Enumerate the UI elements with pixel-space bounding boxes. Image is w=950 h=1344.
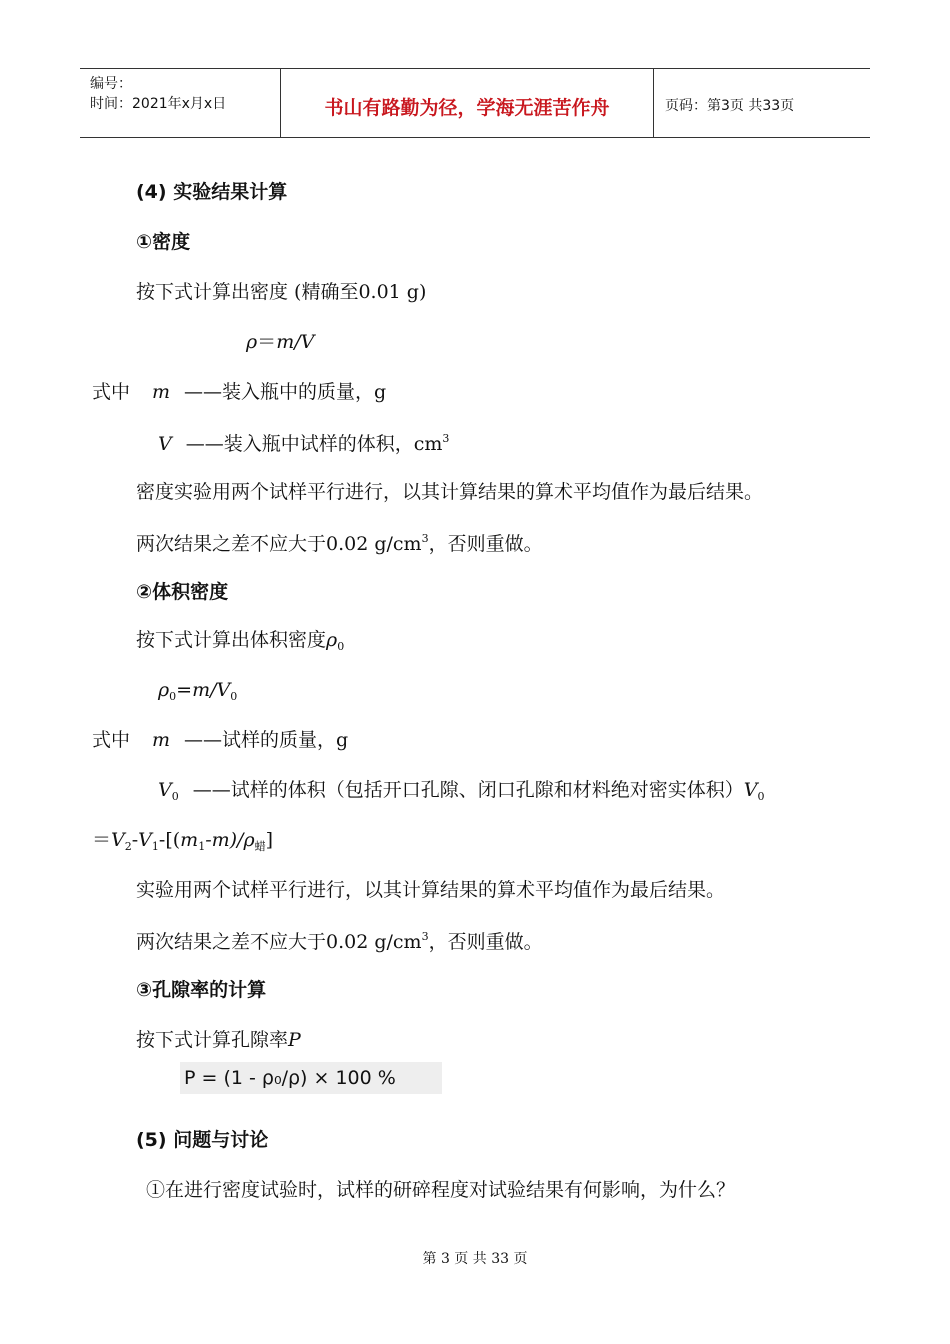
subscript: 0	[230, 690, 238, 703]
motto: 书山有路勤为径，学海无涯苦作舟	[324, 97, 610, 119]
m-symbol: m	[152, 729, 171, 751]
bulk-where-v0	[158, 781, 764, 802]
bracket-close: ]	[265, 829, 274, 851]
header-page-cell	[655, 69, 870, 137]
formula-rhs: m/V	[276, 331, 315, 353]
m-description: ——装入瓶中的质量，g	[184, 381, 387, 403]
formula-text: =m/	[176, 679, 217, 701]
density-note2	[136, 533, 543, 554]
m1-symbol: m	[180, 829, 199, 851]
bulk-density-formula	[158, 681, 237, 702]
v0-tail: V	[743, 779, 758, 801]
bracket-open: -[(	[158, 829, 181, 851]
subscript: 0	[337, 640, 345, 653]
v-description: ——装入瓶中试样的体积，cm	[185, 433, 443, 455]
doc-date: 时间：2021年x月x日	[90, 96, 227, 112]
subscript: 0	[171, 790, 179, 803]
porosity-title: ③孔隙率的计算	[136, 979, 267, 1001]
bulk-v0-formula	[92, 831, 273, 852]
page-footer: 第 3 页 共 33 页	[422, 1251, 528, 1267]
density-formula	[246, 333, 314, 352]
bulk-where-m	[92, 731, 348, 750]
p-symbol: P	[288, 1029, 301, 1051]
superscript: 3	[421, 532, 429, 545]
density-where-v	[158, 433, 449, 454]
header-meta-cell	[80, 69, 281, 137]
note2-tail: ，否则重做。	[428, 533, 543, 555]
note2-tail: ，否则重做。	[428, 931, 543, 953]
subscript: 2	[124, 840, 132, 853]
doc-number-label: 编号：	[90, 76, 132, 92]
v2-symbol: V	[111, 829, 125, 851]
rho-symbol: ρ	[158, 679, 170, 701]
bulk-density-title: ②体积密度	[136, 581, 229, 603]
intro-text: 按下式计算孔隙率	[136, 1029, 289, 1051]
bulk-note1: 实验用两个试样平行进行，以其计算结果的算术平均值作为最后结果。	[136, 879, 726, 901]
v-symbol: V	[158, 433, 172, 455]
subscript: 1	[151, 840, 159, 853]
density-note1: 密度实验用两个试样平行进行，以其计算结果的算术平均值作为最后结果。	[136, 481, 764, 503]
bulk-density-intro	[136, 631, 344, 652]
subscript: 0	[757, 790, 765, 803]
m-description: ——试样的质量，g	[184, 729, 349, 751]
equals-sign: ＝	[92, 829, 112, 851]
rho-symbol: ρ	[326, 629, 338, 651]
page-indicator: 页码：第3页 共33页	[665, 98, 795, 114]
v-symbol: V	[216, 679, 231, 701]
m-symbol: m	[152, 381, 171, 403]
rho-symbol: ρ	[246, 331, 258, 353]
header-table	[80, 68, 870, 138]
subscript: 0	[169, 690, 177, 703]
subscript: 1	[198, 840, 206, 853]
note2-text: 两次结果之差不应大于0.02 g/cm	[136, 931, 422, 953]
v0-symbol: V	[158, 779, 172, 801]
density-where-m	[92, 383, 386, 402]
v0-description: ——试样的体积（包括开口孔隙、闭口孔隙和材料绝对密实体积）	[192, 779, 744, 801]
v1-symbol: V	[138, 829, 152, 851]
section5-title: (5) 问题与讨论	[136, 1129, 269, 1151]
superscript: 3	[421, 930, 429, 943]
superscript: 3	[442, 432, 450, 445]
intro-text: 按下式计算出体积密度	[136, 629, 327, 651]
where-label: 式中	[92, 381, 131, 403]
minus-sign: -	[131, 829, 139, 851]
bulk-note2	[136, 931, 543, 952]
density-intro: 按下式计算出密度 (精确至0.01 g)	[136, 281, 427, 303]
wax-subscript: 蜡	[254, 840, 266, 853]
density-title: ①密度	[136, 231, 191, 253]
where-label: 式中	[92, 729, 131, 751]
equals-sign: ＝	[257, 331, 277, 353]
formula-mid: -m)/ρ	[205, 829, 255, 851]
question-1: ①在进行密度试验时，试样的研碎程度对试验结果有何影响，为什么？	[146, 1179, 736, 1201]
section4-title: (4) 实验结果计算	[136, 181, 288, 203]
porosity-formula-image: P = (1 - ρ₀/ρ) × 100 %	[180, 1062, 442, 1094]
note2-text: 两次结果之差不应大于0.02 g/cm	[136, 533, 422, 555]
header-motto-cell	[281, 69, 654, 137]
porosity-intro	[136, 1031, 301, 1050]
